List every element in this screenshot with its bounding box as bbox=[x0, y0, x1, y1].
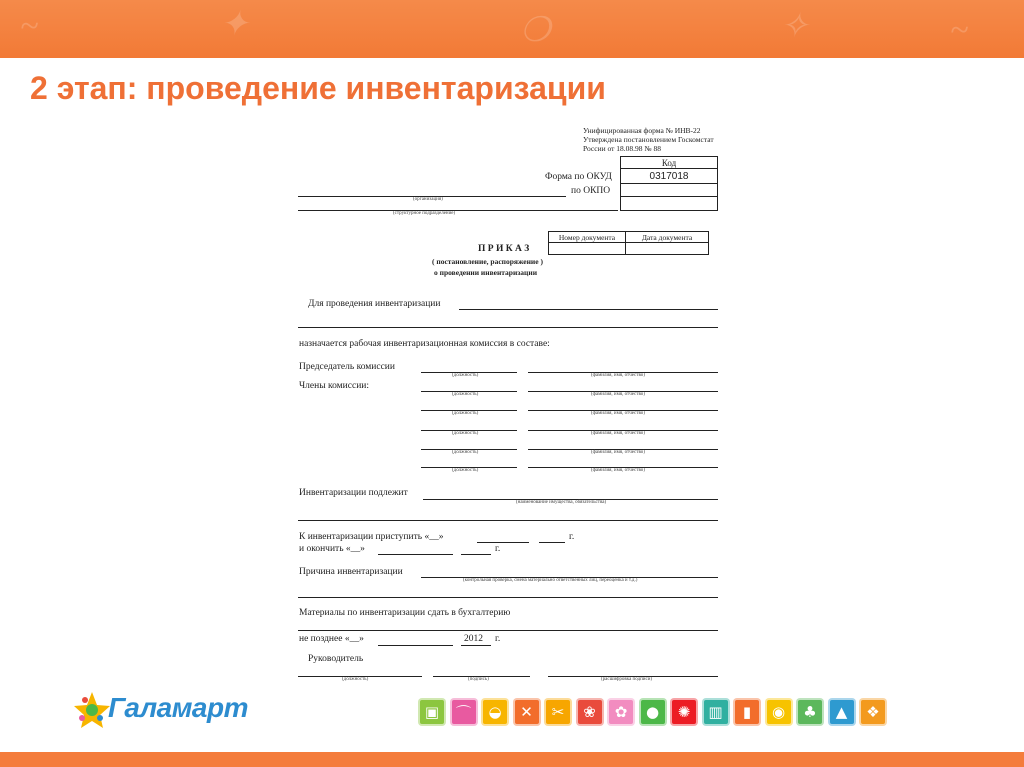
car-icon: ◒ bbox=[481, 698, 509, 726]
order-subject: о проведении инвентаризации bbox=[434, 268, 538, 277]
paw-icon: ❖ bbox=[859, 698, 887, 726]
spray-icon: ▲ bbox=[828, 698, 856, 726]
reason-caption: (контрольная проверка, смена материально ответственных лиц, переоценка и т.д.) bbox=[463, 578, 638, 583]
form-header-note: Утверждена постановлением Госкомстат bbox=[583, 135, 714, 144]
tools-icon: ✕ bbox=[513, 698, 541, 726]
lamp-icon: ◉ bbox=[765, 698, 793, 726]
fio-caption: (фамилия, имя, отчество) bbox=[591, 431, 645, 436]
fio-caption: (фамилия, имя, отчество) bbox=[591, 411, 645, 416]
organization-caption: (организация) bbox=[413, 197, 443, 202]
category-icons-row bbox=[418, 698, 891, 730]
doodle-decoration: ✦ bbox=[220, 6, 249, 43]
subject-line-2 bbox=[298, 520, 718, 521]
doodle-decoration: ❍ bbox=[520, 12, 551, 49]
doodle-decoration: ✧ bbox=[780, 8, 809, 45]
start-year-line bbox=[539, 542, 565, 543]
star-logo-icon bbox=[72, 688, 112, 734]
position-caption: (должность) bbox=[452, 450, 479, 455]
commission-label: назначается рабочая инвентаризационная комиссия в составе: bbox=[299, 339, 550, 349]
deadline-year: 2012 bbox=[464, 634, 483, 644]
deadline-year-suffix: г. bbox=[495, 634, 501, 644]
fio-caption: (фамилия, имя, отчество) bbox=[591, 468, 645, 473]
okud-code-cell: 0317018 bbox=[620, 168, 718, 184]
deadline-month-line bbox=[378, 645, 453, 646]
start-year-suffix: г. bbox=[569, 532, 575, 542]
doc-number-cell bbox=[548, 242, 626, 255]
garden-icon: ♣ bbox=[796, 698, 824, 726]
head-label: Руководитель bbox=[308, 654, 364, 664]
end-month-line bbox=[378, 554, 453, 555]
head-decode-caption: (расшифровка подписи) bbox=[601, 677, 653, 682]
deadline-label: не позднее «__» bbox=[299, 634, 364, 644]
fio-caption: (фамилия, имя, отчество) bbox=[591, 450, 645, 455]
structural-unit-caption: (структурное подразделение) bbox=[393, 211, 456, 216]
order-title: П Р И К А З bbox=[478, 244, 530, 254]
start-month-line bbox=[477, 542, 529, 543]
members-label: Члены комиссии: bbox=[299, 381, 370, 391]
chairman-label: Председатель комиссии bbox=[299, 362, 395, 372]
fio-caption: (фамилия, имя, отчество) bbox=[591, 373, 645, 378]
teddy-bear-icon: ❀ bbox=[576, 698, 604, 726]
ping-pong-icon: ● bbox=[639, 698, 667, 726]
start-label: К инвентаризации приступить «__» bbox=[299, 532, 444, 542]
position-caption: (должность) bbox=[452, 468, 479, 473]
brand-name: Галамарт bbox=[108, 692, 249, 723]
fio-caption: (фамилия, имя, отчество) bbox=[591, 392, 645, 397]
deadline-year-line bbox=[461, 645, 491, 646]
footer-band bbox=[0, 752, 1024, 767]
okpo-label: по ОКПО bbox=[571, 186, 611, 196]
position-caption: (должность) bbox=[452, 392, 479, 397]
doc-date-header: Дата документа bbox=[625, 231, 709, 243]
form-header-note: России от 18.08.98 № 88 bbox=[583, 144, 661, 153]
purpose-label: Для проведения инвентаризации bbox=[308, 299, 441, 309]
position-caption: (должность) bbox=[452, 431, 479, 436]
purpose-line-2 bbox=[298, 327, 718, 328]
battery-icon: ▮ bbox=[733, 698, 761, 726]
materials-line bbox=[298, 630, 718, 631]
end-year-line bbox=[461, 554, 491, 555]
form-header-note: Унифицированная форма № ИНВ-22 bbox=[583, 126, 701, 135]
empty-code-cell bbox=[620, 196, 718, 211]
scissors-icon: ✂ bbox=[544, 698, 572, 726]
doodle-decoration: ~ bbox=[950, 12, 969, 49]
structural-unit-line bbox=[298, 210, 618, 211]
end-label: и окончить «__» bbox=[299, 544, 365, 554]
head-signature-caption: (подпись) bbox=[468, 677, 489, 682]
ornament-icon: ✺ bbox=[670, 698, 698, 726]
kod-header-cell: Код bbox=[620, 156, 718, 169]
subject-caption: (наименование имущества, обязательства) bbox=[516, 500, 607, 505]
purpose-line bbox=[459, 309, 718, 310]
reason-label: Причина инвентаризации bbox=[299, 567, 403, 577]
doc-date-cell bbox=[625, 242, 709, 255]
hanger-icon: ⌒ bbox=[450, 698, 478, 726]
end-year-suffix: г. bbox=[495, 544, 501, 554]
bag-icon: ▣ bbox=[418, 698, 446, 726]
slide-title: 2 этап: проведение инвентаризации bbox=[30, 70, 606, 106]
brush-icon: ▥ bbox=[702, 698, 730, 726]
okpo-code-cell bbox=[620, 183, 718, 197]
subject-label: Инвентаризации подлежит bbox=[299, 488, 408, 498]
head-position-caption: (должность) bbox=[342, 677, 369, 682]
doc-number-header: Номер документа bbox=[548, 231, 626, 243]
doodle-decoration: ~ bbox=[20, 8, 39, 45]
galamart-logo bbox=[72, 688, 272, 736]
okud-label: Форма по ОКУД bbox=[545, 172, 612, 182]
position-caption: (должность) bbox=[452, 411, 479, 416]
order-subtitle: ( постановление, распоряжение ) bbox=[432, 257, 543, 266]
materials-label: Материалы по инвентаризации сдать в бухгалтерию bbox=[299, 608, 511, 618]
reason-line-2 bbox=[298, 597, 718, 598]
gift-icon: ✿ bbox=[607, 698, 635, 726]
position-caption: (должность) bbox=[452, 373, 479, 378]
